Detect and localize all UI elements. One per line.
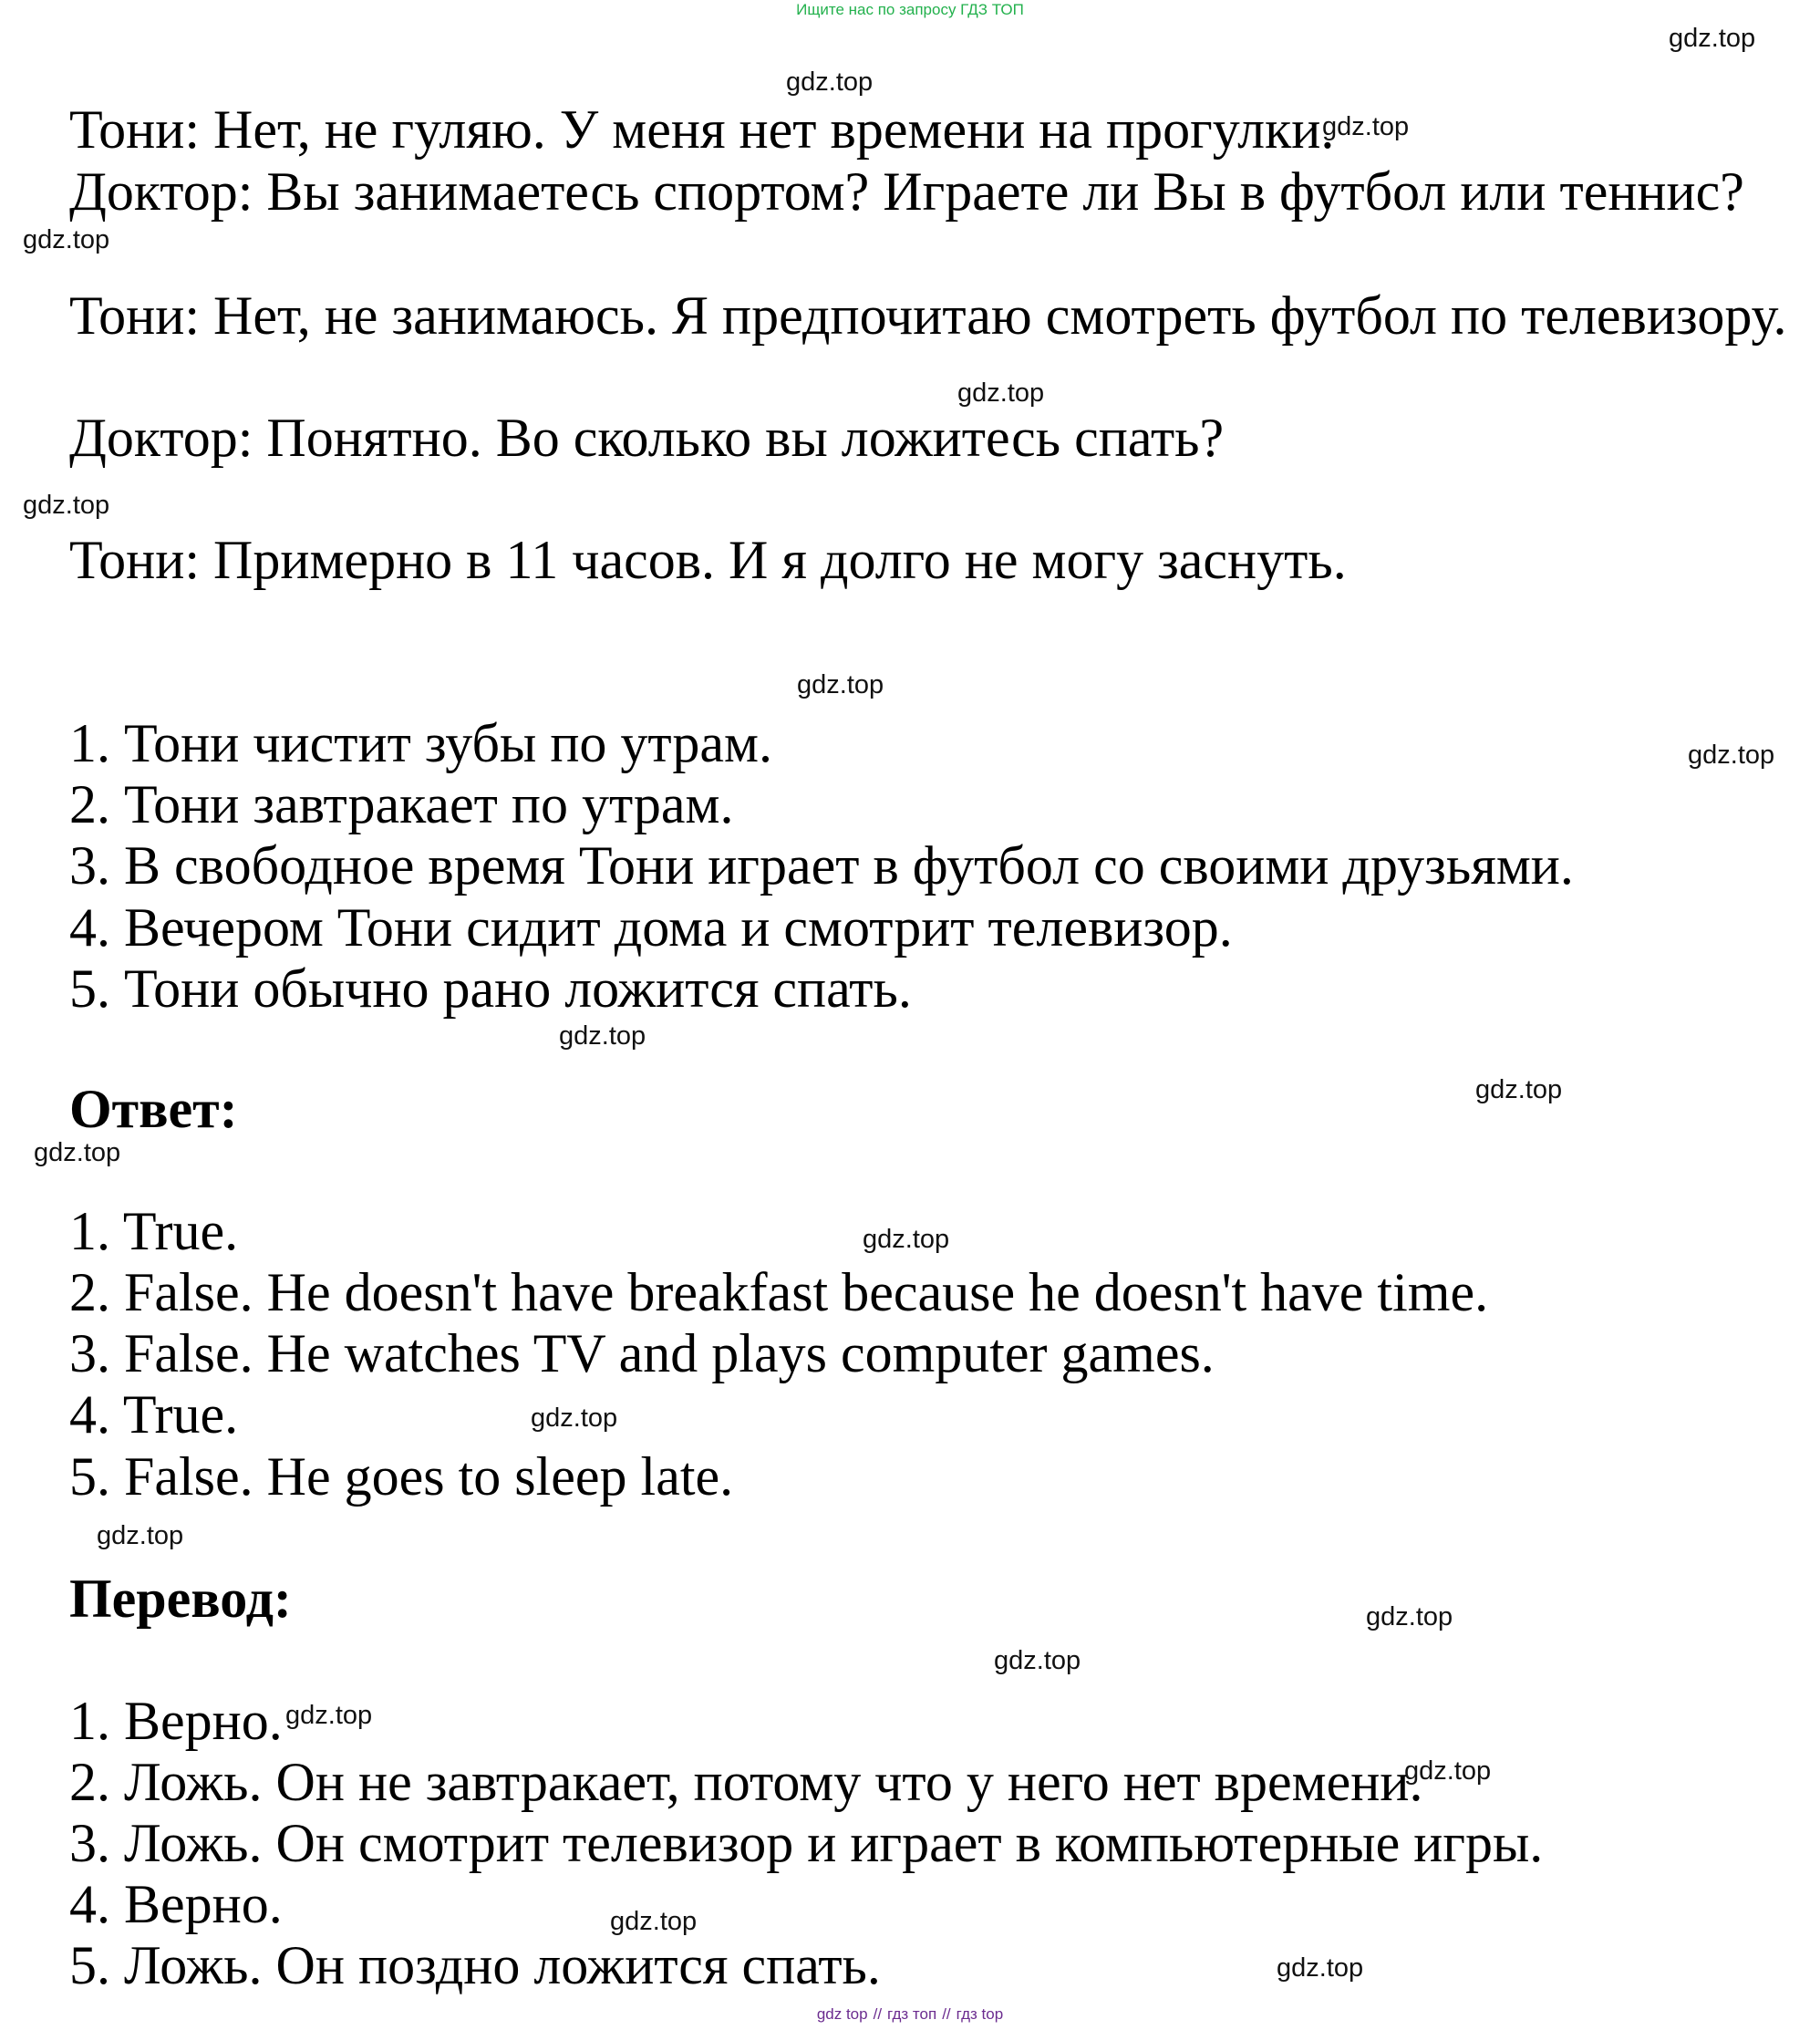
translation-item: 4. Верно.	[69, 1874, 283, 1934]
watermark: gdz.top	[1669, 24, 1756, 53]
footer-separator: //	[942, 2005, 951, 2023]
footer-separator: //	[873, 2005, 883, 2023]
watermark: gdz.top	[1366, 1602, 1453, 1631]
footer-links	[0, 2004, 1820, 2025]
watermark: gdz.top	[1475, 1075, 1563, 1104]
watermark: gdz.top	[957, 378, 1045, 408]
answer-item: 1. True.	[69, 1201, 239, 1261]
translation-item: 3. Ложь. Он смотрит телевизор и играет в компьютерные игры.	[69, 1813, 1544, 1873]
dialogue-line: Доктор: Понятно. Во сколько вы ложитесь спать?	[69, 408, 1225, 468]
watermark: gdz.top	[1688, 741, 1775, 770]
answer-item: 5. False. He goes to sleep late.	[69, 1446, 734, 1507]
answer-item: 2. False. He doesn't have breakfast because he doesn't have time.	[69, 1262, 1489, 1322]
dialogue-line: Тони: Нет, не занимаюсь. Я предпочитаю смотреть футбол по телевизору.	[69, 285, 1787, 346]
footer-link[interactable]: гдз топ	[887, 2005, 937, 2023]
footer-link[interactable]: gdz top	[816, 2005, 868, 2023]
watermark: gdz.top	[285, 1701, 373, 1730]
footer-link[interactable]: гдз top	[956, 2005, 1004, 2023]
statement-item: 4. Вечером Тони сидит дома и смотрит телевизор.	[69, 897, 1233, 958]
dialogue-line: Тони: Нет, не гуляю. У меня нет времени на прогулки.	[69, 99, 1335, 160]
dialogue-line: Тони: Примерно в 11 часов. И я долго не могу заснуть.	[69, 530, 1347, 590]
watermark: gdz.top	[797, 670, 884, 699]
translation-heading: Перевод:	[69, 1569, 292, 1629]
translation-item: 2. Ложь. Он не завтракает, потому что у него нет времени.	[69, 1752, 1423, 1812]
statement-item: 5. Тони обычно рано ложится спать.	[69, 958, 912, 1019]
watermark: gdz.top	[23, 225, 110, 254]
answer-heading: Ответ:	[69, 1079, 238, 1139]
watermark: gdz.top	[559, 1021, 646, 1051]
watermark: gdz.top	[786, 67, 874, 97]
statement-item: 1. Тони чистит зубы по утрам.	[69, 713, 772, 773]
translation-item: 5. Ложь. Он поздно ложится спать.	[69, 1935, 881, 1995]
watermark: gdz.top	[994, 1646, 1081, 1675]
watermark: gdz.top	[531, 1403, 618, 1433]
watermark: gdz.top	[97, 1521, 184, 1550]
search-banner-link[interactable]: Ищите нас по запросу ГДЗ ТОП	[796, 1, 1024, 18]
watermark: gdz.top	[1277, 1953, 1364, 1983]
watermark: gdz.top	[610, 1907, 698, 1936]
statement-item: 3. В свободное время Тони играет в футбол со своими друзьями.	[69, 835, 1574, 896]
statement-item: 2. Тони завтракает по утрам.	[69, 774, 734, 834]
watermark: gdz.top	[863, 1225, 950, 1254]
answer-item: 3. False. He watches TV and plays computer games.	[69, 1323, 1215, 1383]
dialogue-line: Доктор: Вы занимаетесь спортом? Играете ли Вы в футбол или теннис?	[69, 161, 1744, 222]
answer-item: 4. True.	[69, 1384, 239, 1445]
watermark: gdz.top	[1322, 112, 1410, 141]
translation-item: 1. Верно.	[69, 1691, 283, 1751]
watermark: gdz.top	[34, 1138, 121, 1167]
watermark: gdz.top	[23, 491, 110, 520]
watermark: gdz.top	[1404, 1756, 1492, 1786]
